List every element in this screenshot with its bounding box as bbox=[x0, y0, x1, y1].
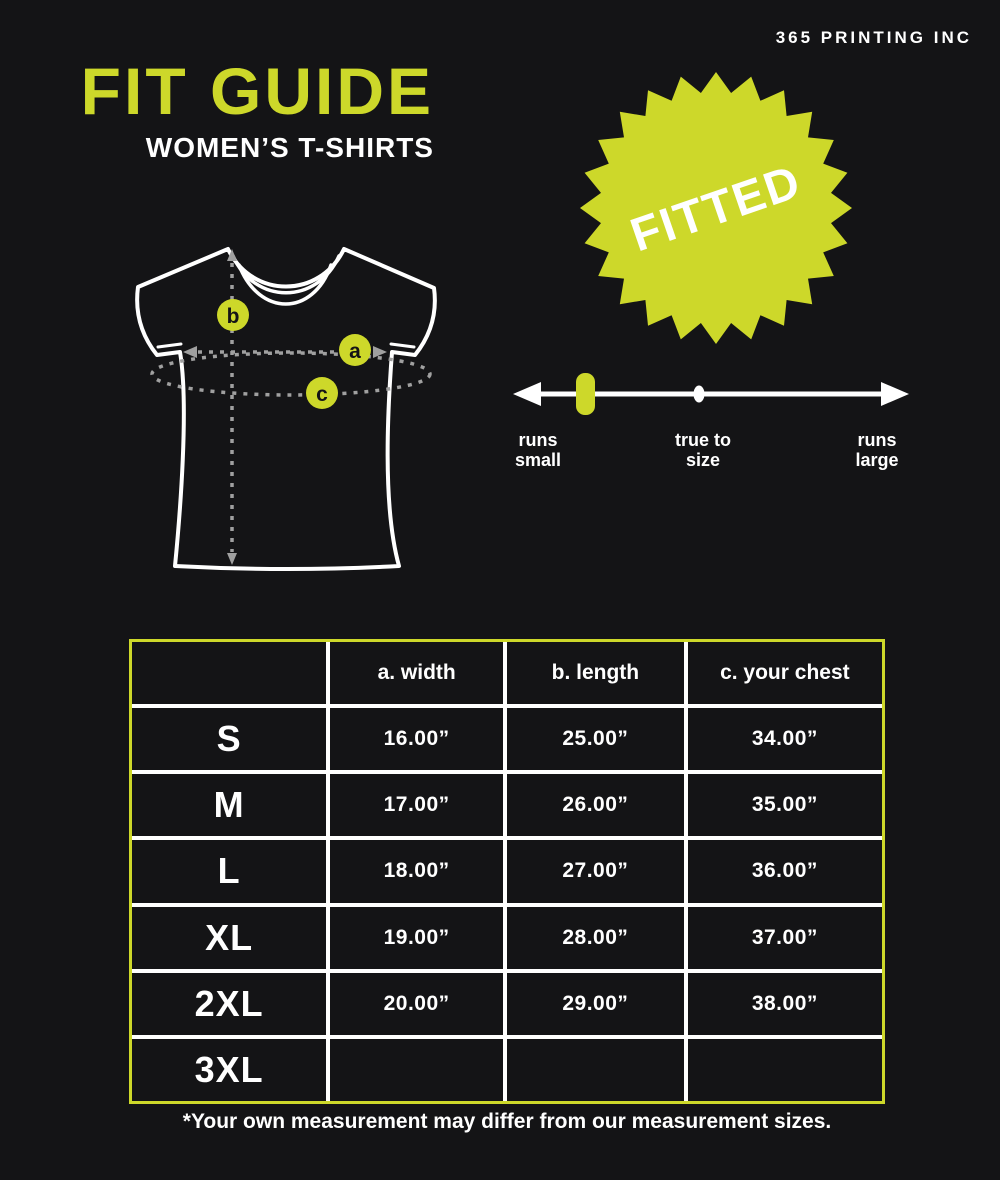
scale-right-arrow-icon bbox=[881, 382, 909, 406]
table-size-cell: 2XL bbox=[132, 973, 326, 1035]
table-size-cell: XL bbox=[132, 907, 326, 969]
table-value-cell: 35.00” bbox=[688, 774, 882, 836]
table-value-cell: 19.00” bbox=[330, 907, 503, 969]
table-value-cell: 26.00” bbox=[507, 774, 684, 836]
fit-scale bbox=[505, 358, 915, 493]
scale-label-runs-small: runs small bbox=[514, 430, 562, 470]
table-size-cell: 3XL bbox=[132, 1039, 326, 1101]
size-table bbox=[129, 639, 885, 1104]
svg-text:a: a bbox=[349, 340, 361, 363]
table-header-cell bbox=[132, 642, 326, 704]
scale-position-marker bbox=[576, 373, 595, 415]
table-value-cell: 34.00” bbox=[688, 708, 882, 770]
table-size-cell: M bbox=[132, 774, 326, 836]
table-header-cell-width: a. width bbox=[330, 642, 503, 704]
table-header-cell-chest: c. your chest bbox=[688, 642, 882, 704]
marker-c bbox=[306, 377, 338, 409]
table-value-cell: 38.00” bbox=[688, 973, 882, 1035]
table-size-cell: S bbox=[132, 708, 326, 770]
table-value-cell: 17.00” bbox=[330, 774, 503, 836]
marker-a bbox=[339, 334, 371, 366]
table-value-cell: 25.00” bbox=[507, 708, 684, 770]
scale-label-true-to-size: true to size bbox=[675, 430, 731, 470]
marker-b bbox=[217, 299, 249, 331]
tshirt-diagram bbox=[120, 225, 460, 575]
fit-scale-graphic bbox=[505, 358, 915, 428]
table-value-cell: 37.00” bbox=[688, 907, 882, 969]
measure-arrowheads bbox=[183, 249, 387, 565]
table-value-cell bbox=[507, 1039, 684, 1101]
table-value-cell: 29.00” bbox=[507, 973, 684, 1035]
scale-center-dot bbox=[694, 386, 705, 403]
brand-name: 365 PRINTING INC bbox=[775, 28, 972, 47]
table-value-cell: 28.00” bbox=[507, 907, 684, 969]
table-value-cell bbox=[688, 1039, 882, 1101]
page-subtitle: WOMEN’S T-SHIRTS bbox=[145, 132, 434, 163]
table-value-cell: 20.00” bbox=[330, 973, 503, 1035]
table-header-cell-length: b. length bbox=[507, 642, 684, 704]
table-value-cell: 16.00” bbox=[330, 708, 503, 770]
table-value-cell: 36.00” bbox=[688, 840, 882, 902]
page-title: FIT GUIDE bbox=[80, 54, 434, 128]
table-value-cell bbox=[330, 1039, 503, 1101]
chest-measure-ellipse bbox=[152, 353, 430, 395]
svg-text:c: c bbox=[316, 383, 328, 406]
table-size-cell: L bbox=[132, 840, 326, 902]
fitted-badge bbox=[580, 72, 852, 344]
table-value-cell: 18.00” bbox=[330, 840, 503, 902]
measurement-disclaimer: *Your own measurement may differ from our measurement sizes. bbox=[182, 1110, 832, 1133]
title-block bbox=[62, 54, 434, 164]
table-value-cell: 27.00” bbox=[507, 840, 684, 902]
svg-text:b: b bbox=[226, 305, 240, 328]
fitted-badge-label: FITTED bbox=[623, 153, 808, 262]
scale-left-arrow-icon bbox=[513, 382, 541, 406]
scale-label-runs-large: runs large bbox=[855, 430, 899, 470]
tshirt-outline bbox=[137, 249, 435, 569]
